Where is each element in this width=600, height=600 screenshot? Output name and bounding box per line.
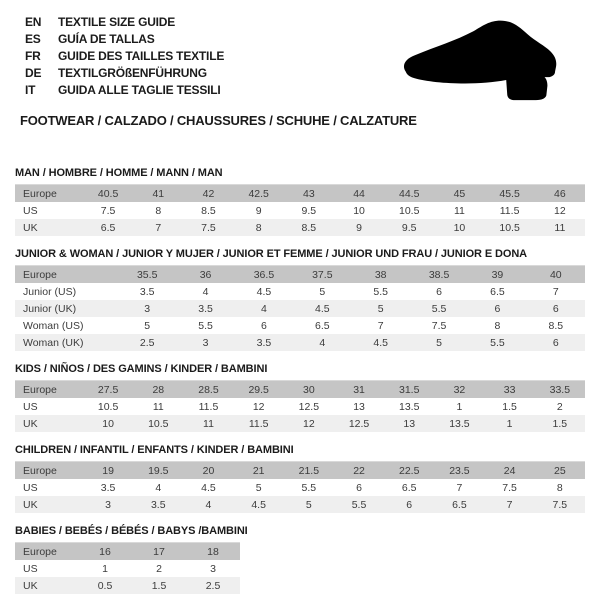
size-cell: 13 (403, 417, 416, 430)
size-cell: 44.5 (399, 187, 420, 200)
size-cell: 6 (552, 302, 559, 315)
size-cell: 30 (303, 383, 315, 396)
size-cell: 5.5 (301, 481, 317, 494)
size-cell: 3 (210, 562, 216, 575)
category-heading: FOOTWEAR / CALZADO / CHAUSSURES / SCHUHE / CALZATURE (20, 113, 417, 128)
size-cell: 7 (456, 481, 463, 494)
size-cell: 24 (503, 464, 516, 477)
size-cell: 1.5 (552, 417, 568, 430)
size-cell: 22 (353, 464, 365, 477)
row-label: Woman (US) (23, 319, 84, 332)
size-cell: 7.5 (502, 481, 517, 494)
row-label: Europe (23, 545, 57, 558)
size-cell: 16 (99, 545, 111, 558)
size-cell: 9 (255, 204, 262, 217)
size-section-children (15, 444, 600, 513)
language-label: TEXTILE SIZE GUIDE (58, 15, 176, 29)
size-cell: 13.5 (449, 417, 470, 430)
row-label: Europe (23, 187, 57, 200)
table-row (15, 496, 585, 513)
size-cell: 8 (155, 204, 162, 217)
size-cell: 11 (203, 417, 214, 430)
section-title: MAN / HOMBRE / HOMME / MANN / MAN (15, 167, 223, 179)
size-cell: 4.5 (373, 336, 388, 349)
size-cell: 33.5 (549, 383, 571, 396)
row-label: US (23, 562, 38, 575)
row-label: Europe (23, 268, 57, 281)
size-cell: 9.5 (301, 204, 317, 217)
size-cell: 6 (436, 285, 442, 298)
size-cell: 3.5 (100, 481, 116, 494)
row-label: Woman (UK) (23, 336, 84, 349)
man-size-table (15, 184, 585, 236)
size-cell: 9 (356, 221, 362, 234)
size-cell: 28.5 (198, 383, 219, 396)
size-cell: 7.5 (552, 498, 568, 511)
table-row (15, 398, 585, 415)
size-cell: 21 (252, 464, 265, 477)
kids-size-table (15, 380, 585, 432)
size-section-junior-woman (15, 248, 600, 351)
size-cell: 39 (491, 268, 504, 281)
size-cell: 4.5 (256, 285, 272, 298)
row-label: Europe (23, 464, 57, 477)
dress-shoe-icon (392, 12, 584, 104)
language-label: GUÍA DE TALLAS (58, 32, 155, 46)
size-cell: 2.5 (205, 579, 221, 592)
row-label: UK (23, 221, 38, 234)
size-cell: 5 (255, 481, 262, 494)
size-cell: 5.5 (373, 285, 388, 298)
row-label: UK (23, 417, 38, 430)
size-cell: 2 (556, 400, 563, 413)
children-size-table (15, 461, 585, 513)
size-cell: 21.5 (298, 464, 320, 477)
size-cell: 12.5 (298, 400, 320, 413)
size-cell: 5 (377, 302, 384, 315)
size-cell: 40.5 (97, 187, 119, 200)
row-label: US (23, 481, 38, 494)
language-label: GUIDE DES TAILLES TEXTILE (58, 49, 225, 63)
size-cell: 23.5 (449, 464, 470, 477)
size-cell: 11 (554, 221, 566, 234)
size-cell: 44 (353, 187, 365, 200)
size-cell: 10 (102, 417, 114, 430)
size-cell: 3.5 (198, 302, 213, 315)
language-code: IT (25, 83, 36, 97)
size-cell: 38.5 (428, 268, 450, 281)
size-cell: 46 (554, 187, 566, 200)
row-label: Junior (US) (23, 285, 77, 298)
size-cell: 31 (353, 383, 365, 396)
size-cell: 45.5 (499, 187, 520, 200)
size-cell: 3 (202, 336, 209, 349)
language-code: DE (25, 66, 42, 80)
size-cell: 1.5 (502, 400, 517, 413)
size-cell: 6 (261, 319, 267, 332)
language-code: ES (25, 32, 41, 46)
size-cell: 12.5 (348, 417, 370, 430)
size-cell: 2.5 (139, 336, 155, 349)
size-cell: 3.5 (139, 285, 155, 298)
babies-size-table (15, 542, 240, 594)
size-cell: 4 (205, 498, 212, 511)
language-label: GUIDA ALLE TAGLIE TESSILI (58, 83, 221, 97)
size-cell: 22.5 (399, 464, 420, 477)
size-cell: 8.5 (548, 319, 564, 332)
size-cell: 6 (406, 498, 413, 511)
size-cell: 4.5 (201, 481, 216, 494)
size-cell: 6 (356, 481, 362, 494)
table-row (15, 577, 240, 594)
table-row (15, 543, 240, 561)
size-cell: 7 (506, 498, 513, 511)
size-cell: 33 (503, 383, 516, 396)
section-title: KIDS / NIÑOS / DES GAMINS / KINDER / BAMBINI (15, 363, 268, 375)
size-cell: 27.5 (97, 383, 119, 396)
size-cell: 35.5 (136, 268, 158, 281)
size-cell: 6.5 (315, 319, 330, 332)
size-section-kids (15, 363, 600, 432)
size-cell: 18 (207, 545, 219, 558)
size-cell: 28 (152, 383, 165, 396)
table-row (15, 317, 585, 334)
size-cell: 1 (506, 417, 513, 430)
size-tables (15, 167, 600, 594)
size-cell: 42.5 (248, 187, 269, 200)
size-cell: 6 (552, 336, 559, 349)
size-cell: 7.5 (431, 319, 447, 332)
size-cell: 10.5 (97, 400, 119, 413)
size-cell: 10.5 (499, 221, 520, 234)
size-cell: 12 (554, 204, 566, 217)
size-cell: 13 (353, 400, 365, 413)
size-cell: 10.5 (148, 417, 169, 430)
size-cell: 10 (453, 221, 466, 234)
size-cell: 10.5 (399, 204, 420, 217)
size-cell: 1 (456, 400, 463, 413)
size-cell: 11 (152, 400, 164, 413)
table-row (15, 334, 585, 351)
size-cell: 4 (261, 302, 267, 315)
table-row (15, 479, 585, 496)
row-label: Europe (23, 383, 57, 396)
size-cell: 4 (202, 285, 209, 298)
size-cell: 10 (353, 204, 365, 217)
size-cell: 7 (552, 285, 559, 298)
language-code: EN (25, 15, 42, 29)
size-cell: 31.5 (399, 383, 420, 396)
size-cell: 8.5 (301, 221, 317, 234)
size-cell: 6.5 (401, 481, 417, 494)
size-cell: 5.5 (431, 302, 447, 315)
table-row (15, 219, 585, 236)
size-cell: 3 (144, 302, 151, 315)
size-cell: 4 (155, 481, 162, 494)
size-cell: 37.5 (312, 268, 333, 281)
table-row (15, 202, 585, 219)
size-cell: 41 (152, 187, 165, 200)
table-row (15, 560, 240, 577)
size-cell: 6.5 (100, 221, 116, 234)
size-cell: 7.5 (100, 204, 116, 217)
size-cell: 5 (144, 319, 151, 332)
size-cell: 8.5 (201, 204, 216, 217)
size-section-man (15, 167, 600, 236)
size-cell: 2 (156, 562, 162, 575)
size-cell: 1 (102, 562, 108, 575)
table-row (15, 185, 585, 203)
size-cell: 20 (202, 464, 215, 477)
size-cell: 29.5 (248, 383, 269, 396)
size-cell: 6 (494, 302, 501, 315)
size-cell: 8 (255, 221, 262, 234)
size-cell: 12 (303, 417, 315, 430)
size-cell: 42 (202, 187, 215, 200)
row-label: US (23, 204, 38, 217)
language-code: FR (25, 49, 41, 63)
table-row (15, 462, 585, 480)
size-cell: 19.5 (148, 464, 169, 477)
size-cell: 3.5 (150, 498, 166, 511)
table-row (15, 415, 585, 432)
table-row (15, 283, 585, 300)
row-label: UK (23, 579, 38, 592)
size-cell: 4.5 (315, 302, 330, 315)
size-cell: 7.5 (201, 221, 216, 234)
language-label: TEXTILGRÖßENFÜHRUNG (58, 66, 207, 80)
size-cell: 3 (105, 498, 112, 511)
size-cell: 5.5 (490, 336, 505, 349)
size-cell: 11.5 (499, 204, 520, 217)
size-cell: 8 (556, 481, 563, 494)
junior-woman-size-table (15, 265, 585, 351)
size-cell: 19 (102, 464, 114, 477)
row-label: Junior (UK) (23, 302, 77, 315)
size-cell: 3.5 (256, 336, 272, 349)
size-cell: 7 (155, 221, 162, 234)
size-cell: 11.5 (198, 400, 219, 413)
table-row (15, 300, 585, 317)
size-cell: 5.5 (198, 319, 213, 332)
row-label: UK (23, 498, 38, 511)
section-title: BABIES / BEBÉS / BÉBÉS / BABYS /BAMBINI (15, 525, 248, 537)
size-cell: 4 (319, 336, 326, 349)
size-cell: 6.5 (452, 498, 467, 511)
size-cell: 5 (305, 498, 312, 511)
row-label: US (23, 400, 38, 413)
size-cell: 43 (303, 187, 315, 200)
size-cell: 5 (319, 285, 326, 298)
size-section-babies (15, 525, 600, 594)
size-cell: 13.5 (399, 400, 420, 413)
size-cell: 5.5 (351, 498, 367, 511)
table-row (15, 266, 585, 284)
size-cell: 11.5 (248, 417, 269, 430)
size-cell: 38 (374, 268, 387, 281)
size-cell: 7 (377, 319, 384, 332)
section-title: CHILDREN / INFANTIL / ENFANTS / KINDER / BAMBINI (15, 444, 294, 456)
size-cell: 9.5 (401, 221, 417, 234)
size-cell: 11 (453, 204, 465, 217)
section-title: JUNIOR & WOMAN / JUNIOR Y MUJER / JUNIOR ET FEMME / JUNIOR UND FRAU / JUNIOR E DONA (15, 248, 528, 260)
size-cell: 6.5 (490, 285, 505, 298)
size-cell: 0.5 (97, 579, 113, 592)
size-cell: 25 (554, 464, 566, 477)
size-cell: 12 (252, 400, 265, 413)
size-cell: 1.5 (151, 579, 167, 592)
size-cell: 5 (436, 336, 442, 349)
size-cell: 36.5 (253, 268, 275, 281)
size-cell: 36 (199, 268, 212, 281)
table-row (15, 381, 585, 399)
size-cell: 17 (153, 545, 165, 558)
size-cell: 45 (453, 187, 466, 200)
size-cell: 40 (549, 268, 562, 281)
size-cell: 8 (494, 319, 501, 332)
size-cell: 4.5 (251, 498, 266, 511)
size-cell: 32 (453, 383, 466, 396)
